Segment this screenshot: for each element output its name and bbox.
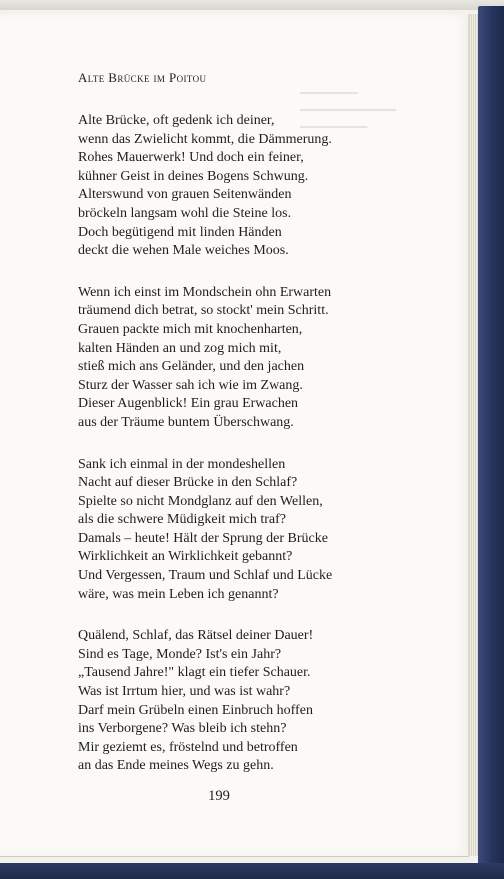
poem-line: Grauen packte mich mit knochenharten,: [78, 321, 303, 337]
poem-line: Darf mein Grübeln einen Einbruch hoffen: [78, 702, 313, 718]
poem-line: als die schwere Müdigkeit mich traf?: [78, 512, 286, 528]
book-cover-spine: [478, 6, 504, 866]
poem-line: Und Vergessen, Traum und Schlaf und Lücke: [78, 568, 333, 584]
poem-title: Alte Brücke im Poitou: [78, 70, 207, 85]
poem-line: deckt die wehen Male weiches Moos.: [78, 243, 289, 259]
poem-line: Quälend, Schlaf, das Rätsel deiner Dauer!: [78, 628, 314, 644]
poem-line: Nacht auf dieser Brücke in den Schlaf?: [78, 475, 298, 491]
poem-line: Sind es Tage, Monde? Ist's ein Jahr?: [78, 646, 282, 662]
poem-line: Alterswund von grauen Seitenwänden: [78, 187, 292, 203]
poem-line: an das Ende meines Wegs zu gehn.: [78, 758, 274, 774]
poem-line: Dieser Augenblick! Ein grau Erwachen: [78, 396, 299, 412]
poem-line: Was ist Irrtum hier, und was ist wahr?: [78, 684, 291, 700]
poem-line: bröckeln langsam wohl die Steine los.: [78, 205, 292, 221]
poem-line: Damals – heute! Hält der Sprung der Brücke: [78, 530, 328, 546]
poem-line: Alte Brücke, oft gedenk ich deiner,: [78, 113, 275, 128]
stanza: [78, 284, 458, 433]
poem-body: [78, 112, 458, 776]
poem-line: kühner Geist in deines Bogens Schwung.: [78, 168, 309, 184]
poem-line: Rohes Mauerwerk! Und doch ein feiner,: [78, 150, 304, 166]
show-through-text: ▁▁▁▁▁▁ ▁▁▁▁▁▁▁▁▁▁ ▁▁▁▁▁▁▁: [300, 79, 397, 128]
poem-line: träumend dich betrat, so stockt' mein Schritt.: [78, 303, 329, 319]
poem-line: „Tausend Jahre!" klagt ein tiefer Schauer.: [78, 665, 311, 681]
poem-line: Sank ich einmal in der mondeshellen: [78, 456, 286, 472]
book-cover-top-edge: [0, 0, 504, 10]
poem-line: wenn das Zwielicht kommt, die Dämmerung.: [78, 131, 332, 147]
poem-line: Mir geziemt es, fröstelnd und betroffen: [78, 739, 298, 755]
poem-line: wäre, was mein Leben ich genannt?: [78, 586, 279, 602]
poem-line: Wirklichkeit an Wirklichkeit gebannt?: [78, 549, 293, 565]
page-number: 199: [208, 788, 230, 804]
book-cover-bottom-edge: [0, 863, 504, 879]
poem-line: Doch begütigend mit linden Händen: [78, 224, 282, 240]
poem-line: kalten Händen an und zog mich mit,: [78, 340, 282, 356]
poem: [78, 70, 458, 799]
poem-line: Wenn ich einst im Mondschein ohn Erwarten: [78, 284, 332, 300]
stanza: [78, 456, 458, 605]
poem-line: stieß mich ans Geländer, und den jachen: [78, 359, 305, 375]
poem-line: aus der Träume buntem Überschwang.: [78, 414, 294, 430]
poem-line: ins Verborgene? Was bleib ich stehn?: [78, 721, 287, 737]
stanza: [78, 627, 458, 776]
stanza: [78, 112, 458, 261]
poem-line: Spielte so nicht Mondglanz auf den Wellen,: [78, 493, 323, 509]
poem-line: Sturz der Wasser sah ich wie im Zwang.: [78, 377, 303, 393]
